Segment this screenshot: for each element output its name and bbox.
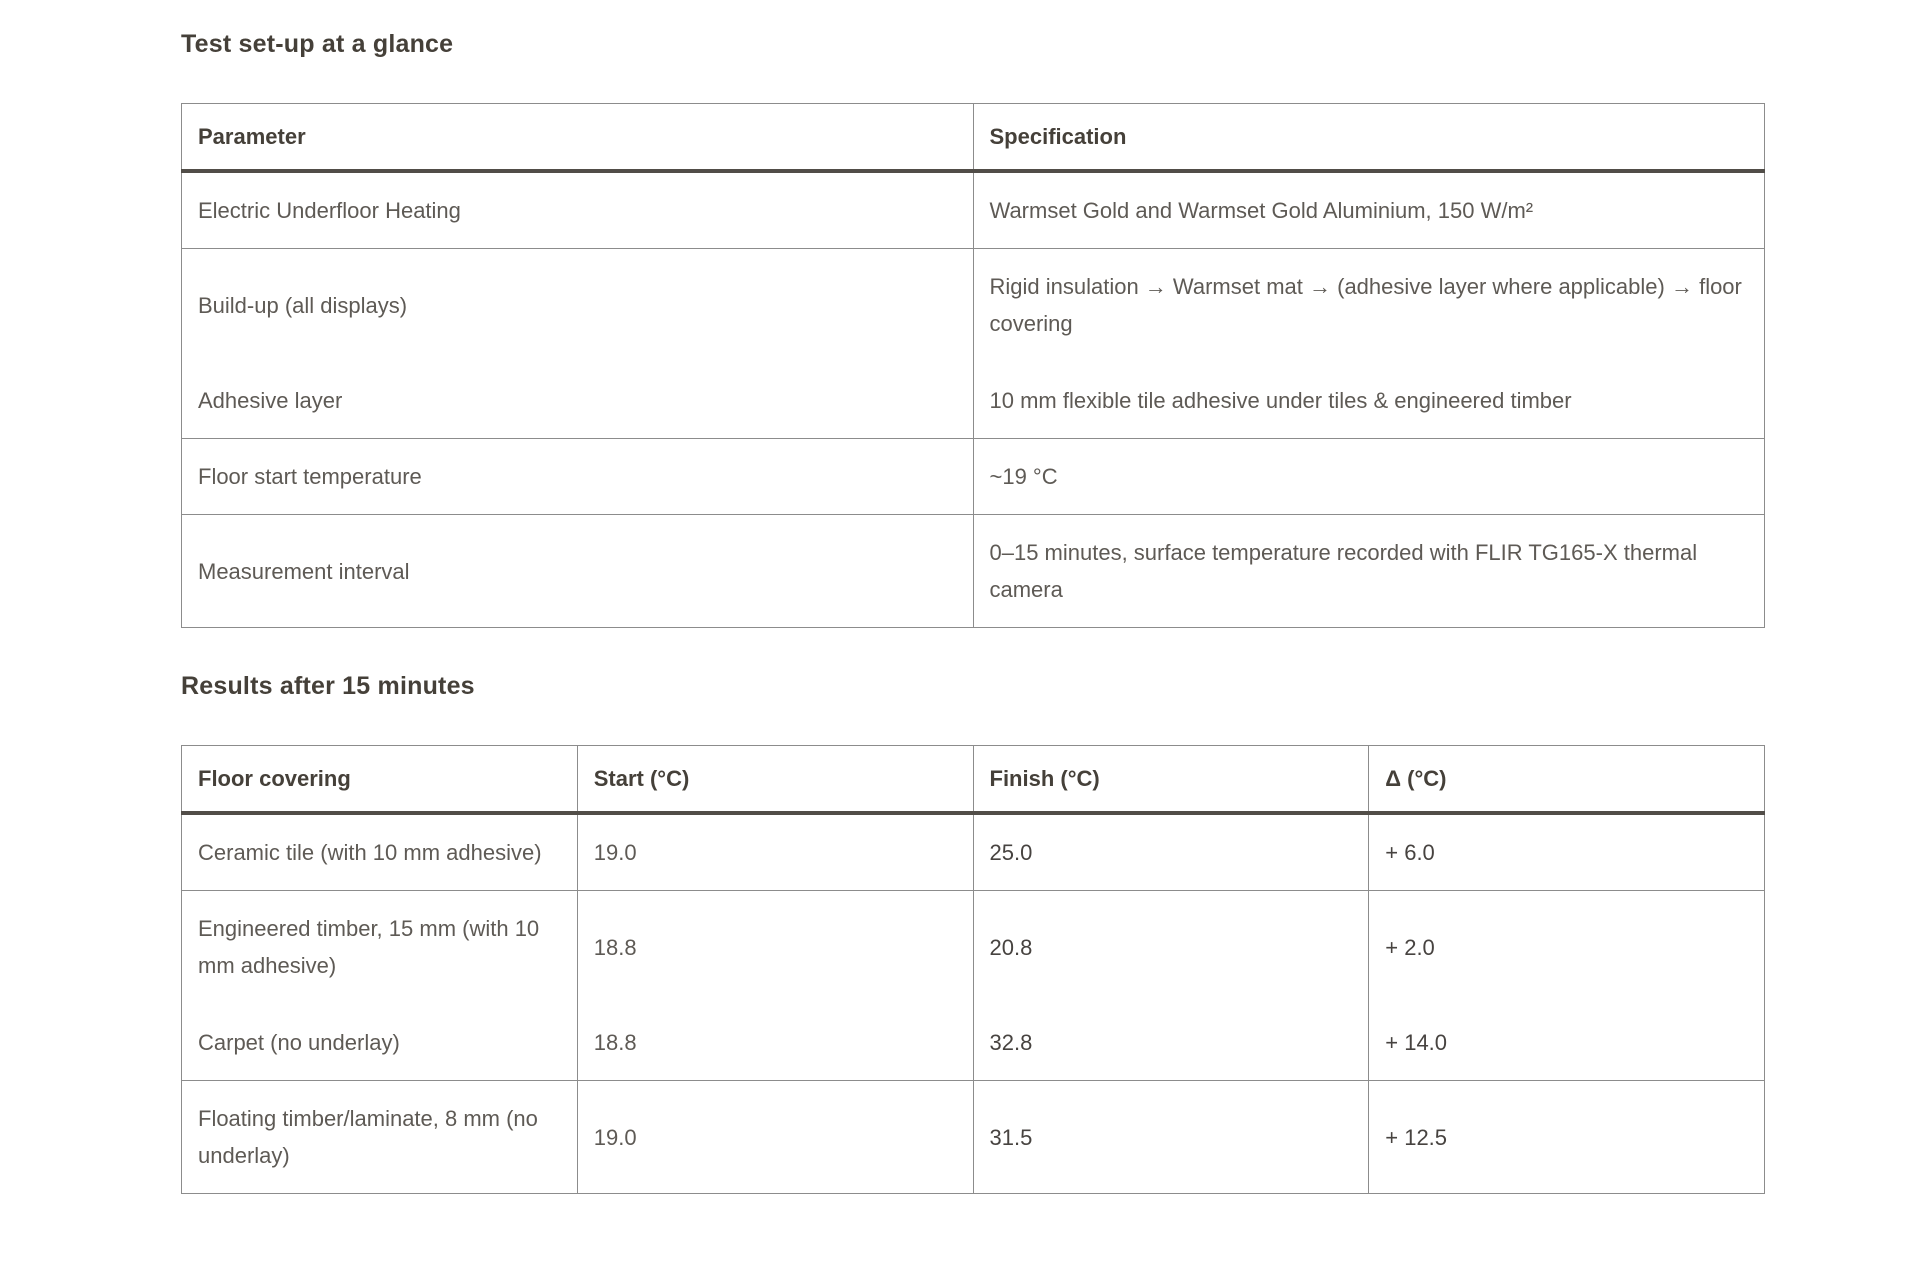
floor-covering-cell: Carpet (no underlay): [182, 1014, 578, 1081]
delta-temp-cell: + 14.0: [1369, 1014, 1765, 1081]
specification-cell: ~19 °C: [973, 439, 1765, 515]
results-table-header-row: [182, 746, 1765, 814]
start-temp-cell: 19.0: [577, 1081, 973, 1194]
results-header-finish: Finish (°C): [973, 746, 1369, 814]
table-row: [182, 1014, 1765, 1081]
finish-temp-cell: 20.8: [973, 891, 1369, 1015]
floor-covering-cell: Ceramic tile (with 10 mm adhesive): [182, 813, 578, 891]
floor-covering-cell: Floating timber/laminate, 8 mm (no underlay): [182, 1081, 578, 1194]
start-temp-cell: 18.8: [577, 891, 973, 1015]
table-row: [182, 439, 1765, 515]
table-row: [182, 891, 1765, 1015]
finish-temp-cell: 32.8: [973, 1014, 1369, 1081]
setup-section: [181, 30, 1765, 628]
delta-temp-cell: + 6.0: [1369, 813, 1765, 891]
parameter-cell: Floor start temperature: [182, 439, 974, 515]
delta-temp-cell: + 12.5: [1369, 1081, 1765, 1194]
specification-cell: Warmset Gold and Warmset Gold Aluminium, 150 W/m²: [973, 171, 1765, 249]
start-temp-cell: 19.0: [577, 813, 973, 891]
table-row: [182, 1081, 1765, 1194]
results-header-floor-covering: Floor covering: [182, 746, 578, 814]
delta-temp-cell: + 2.0: [1369, 891, 1765, 1015]
table-row: [182, 813, 1765, 891]
specification-cell: 10 mm flexible tile adhesive under tiles & engineered timber: [973, 372, 1765, 439]
table-row: [182, 372, 1765, 439]
table-row: [182, 171, 1765, 249]
parameter-cell: Measurement interval: [182, 515, 974, 628]
page-content: [181, 0, 1765, 1194]
finish-temp-cell: 25.0: [973, 813, 1369, 891]
results-header-delta: Δ (°C): [1369, 746, 1765, 814]
parameter-cell: Electric Underfloor Heating: [182, 171, 974, 249]
setup-table: [181, 103, 1765, 628]
table-row: [182, 515, 1765, 628]
parameter-cell: Build-up (all displays): [182, 249, 974, 373]
start-temp-cell: 18.8: [577, 1014, 973, 1081]
setup-heading: Test set-up at a glance: [181, 30, 454, 58]
setup-table-header-row: [182, 104, 1765, 172]
results-header-start: Start (°C): [577, 746, 973, 814]
setup-header-specification: Specification: [973, 104, 1765, 172]
finish-temp-cell: 31.5: [973, 1081, 1369, 1194]
floor-covering-cell: Engineered timber, 15 mm (with 10 mm adhesive): [182, 891, 578, 1015]
results-table: [181, 745, 1765, 1194]
table-row: [182, 249, 1765, 373]
results-section: [181, 672, 1765, 1194]
specification-cell: 0–15 minutes, surface temperature recorded with FLIR TG165-X thermal camera: [973, 515, 1765, 628]
results-heading: Results after 15 minutes: [181, 672, 475, 700]
setup-header-parameter: Parameter: [182, 104, 974, 172]
parameter-cell: Adhesive layer: [182, 372, 974, 439]
specification-cell: Rigid insulation → Warmset mat → (adhesive layer where applicable) → floor covering: [973, 249, 1765, 373]
